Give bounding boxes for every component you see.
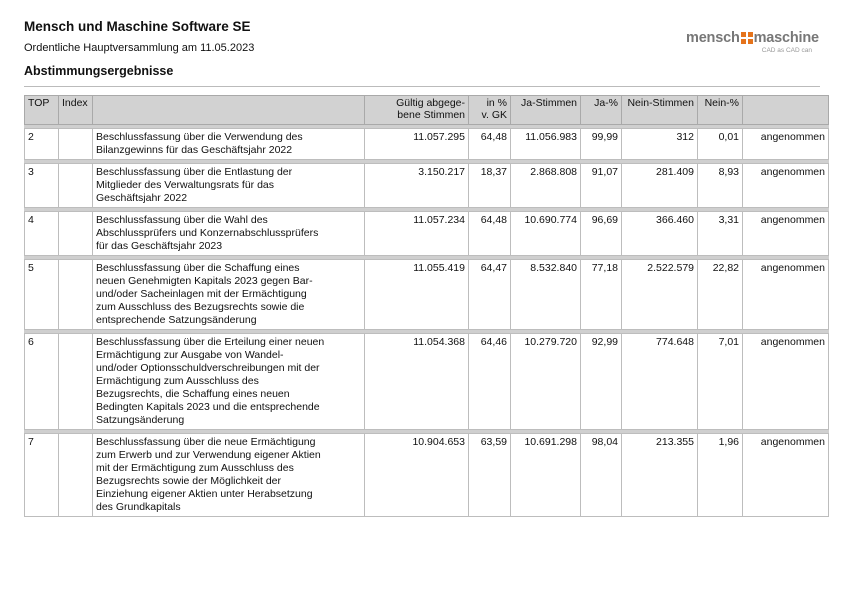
col-header-pct-line1: in % [486, 97, 507, 109]
header-divider [24, 86, 820, 87]
cell-description [93, 164, 365, 208]
cell-valid-votes: 11.055.419 [365, 260, 469, 330]
cell-no-votes: 312 [622, 129, 698, 160]
cell-description [93, 129, 365, 160]
cell-yes-votes: 2.868.808 [511, 164, 581, 208]
cell-no-percent: 22,82 [698, 260, 743, 330]
cell-index [59, 260, 93, 330]
col-header-description [93, 96, 365, 125]
col-header-valid-line1: Gültig abgege- [396, 97, 465, 109]
cell-yes-votes: 10.279.720 [511, 334, 581, 430]
description-line: Bezugsrechts, die Schaffung eines neuen [96, 388, 290, 400]
description-line: Beschlussfassung über die Verwendung des [96, 131, 303, 143]
description-line: Bezugsrechts sowie der Möglichkeit der [96, 475, 282, 487]
results-table-body [25, 125, 829, 517]
description-line: des Grundkapitals [96, 501, 181, 513]
cell-percent-capital: 63,59 [469, 434, 511, 517]
cell-no-percent: 7,01 [698, 334, 743, 430]
description-line: Beschlussfassung über die Erteilung einer neuen [96, 336, 325, 348]
cell-top: 3 [25, 164, 59, 208]
cell-percent-capital: 64,46 [469, 334, 511, 430]
company-logo [686, 30, 826, 54]
cell-no-percent: 0,01 [698, 129, 743, 160]
col-header-result [743, 96, 829, 125]
description-line: Geschäftsjahr 2022 [96, 192, 188, 204]
meeting-subtitle: Ordentliche Hauptversammlung am 11.05.2023 [24, 42, 255, 54]
cell-description [93, 334, 365, 430]
cell-top: 6 [25, 334, 59, 430]
cell-no-percent: 1,96 [698, 434, 743, 517]
description-line: Mitglieder des Verwaltungsrats für das [96, 179, 275, 191]
cell-valid-votes: 10.904.653 [365, 434, 469, 517]
col-header-pct-line2: v. GK [481, 109, 507, 121]
cell-valid-votes: 11.054.368 [365, 334, 469, 430]
description-line: Beschlussfassung über die Entlastung der [96, 166, 293, 178]
company-name: Mensch und Maschine Software SE [24, 19, 251, 34]
cell-result: angenommen [743, 260, 829, 330]
description-line: zum Ausschluss des Bezugsrechts sowie die [96, 301, 305, 313]
cell-top: 5 [25, 260, 59, 330]
cell-yes-votes: 10.690.774 [511, 212, 581, 256]
cell-percent-capital: 64,48 [469, 212, 511, 256]
col-header-yes-votes: Ja-Stimmen [511, 96, 581, 125]
description-line: und/oder Optionsschuldverschreibungen mit der [96, 362, 320, 374]
col-header-yes-percent: Ja-% [581, 96, 622, 125]
description-line: Bilanzgewinns für das Geschäftsjahr 2022 [96, 144, 293, 156]
cell-yes-percent: 99,99 [581, 129, 622, 160]
cell-valid-votes: 3.150.217 [365, 164, 469, 208]
cell-yes-percent: 96,69 [581, 212, 622, 256]
description-line: für das Geschäftsjahr 2023 [96, 240, 223, 252]
description-line: entsprechende Satzungsänderung [96, 314, 257, 326]
cell-result: angenommen [743, 334, 829, 430]
cell-valid-votes: 11.057.234 [365, 212, 469, 256]
cell-yes-votes: 8.532.840 [511, 260, 581, 330]
table-row [25, 260, 829, 330]
cell-result: angenommen [743, 212, 829, 256]
description-line: und/oder Sacheinlagen mit der Ermächtigung [96, 288, 307, 300]
table-row [25, 434, 829, 517]
description-line: Ermächtigung zur Ausgabe von Wandel- [96, 349, 284, 361]
cell-percent-capital: 18,37 [469, 164, 511, 208]
cell-result: angenommen [743, 129, 829, 160]
cell-no-votes: 281.409 [622, 164, 698, 208]
col-header-valid-line2: bene Stimmen [397, 109, 465, 121]
cell-top: 7 [25, 434, 59, 517]
col-header-percent-capital [469, 96, 511, 125]
logo-text-right: maschine [753, 30, 819, 46]
cell-yes-votes: 10.691.298 [511, 434, 581, 517]
col-header-no-votes: Nein-Stimmen [622, 96, 698, 125]
cell-result: angenommen [743, 434, 829, 517]
cell-no-votes: 366.460 [622, 212, 698, 256]
description-line: Bedingten Kapitals 2023 und die entsprechende [96, 401, 320, 413]
cell-percent-capital: 64,47 [469, 260, 511, 330]
cell-no-votes: 213.355 [622, 434, 698, 517]
cell-description [93, 260, 365, 330]
cell-no-percent: 8,93 [698, 164, 743, 208]
cell-percent-capital: 64,48 [469, 129, 511, 160]
col-header-valid-votes [365, 96, 469, 125]
cell-index [59, 334, 93, 430]
description-line: zum Erwerb und zur Verwendung eigener Aktien [96, 449, 321, 461]
logo-text-left: mensch [686, 30, 740, 46]
cell-yes-percent: 98,04 [581, 434, 622, 517]
description-line: Ermächtigung zum Ausschluss des [96, 375, 259, 387]
logo-mark-icon [741, 32, 753, 44]
results-table [24, 95, 829, 517]
cell-top: 2 [25, 129, 59, 160]
cell-yes-votes: 11.056.983 [511, 129, 581, 160]
description-line: Einziehung eigener Aktien unter Herabsetzung [96, 488, 313, 500]
col-header-no-percent: Nein-% [698, 96, 743, 125]
cell-valid-votes: 11.057.295 [365, 129, 469, 160]
table-row [25, 334, 829, 430]
cell-yes-percent: 91,07 [581, 164, 622, 208]
col-header-top: TOP [25, 96, 59, 125]
description-line: Beschlussfassung über die Wahl des [96, 214, 268, 226]
cell-index [59, 164, 93, 208]
table-row [25, 212, 829, 256]
cell-index [59, 434, 93, 517]
description-line: Abschlussprüfers und Konzernabschlussprüfers [96, 227, 319, 239]
table-row [25, 129, 829, 160]
cell-index [59, 212, 93, 256]
cell-description [93, 212, 365, 256]
description-line: neuen Genehmigten Kapitals 2023 gegen Bar- [96, 275, 313, 287]
description-line: mit der Ermächtigung zum Ausschluss des [96, 462, 294, 474]
cell-result: angenommen [743, 164, 829, 208]
cell-no-percent: 3,31 [698, 212, 743, 256]
page-title: Abstimmungsergebnisse [24, 64, 174, 78]
table-header-row [25, 96, 829, 125]
cell-no-votes: 2.522.579 [622, 260, 698, 330]
col-header-index: Index [59, 96, 93, 125]
table-row [25, 164, 829, 208]
cell-no-votes: 774.648 [622, 334, 698, 430]
cell-yes-percent: 77,18 [581, 260, 622, 330]
description-line: Beschlussfassung über die neue Ermächtigung [96, 436, 316, 448]
description-line: Satzungsänderung [96, 414, 185, 426]
description-line: Beschlussfassung über die Schaffung eines [96, 262, 300, 274]
cell-yes-percent: 92,99 [581, 334, 622, 430]
cell-top: 4 [25, 212, 59, 256]
cell-description [93, 434, 365, 517]
logo-tagline: CAD as CAD can [761, 47, 812, 54]
cell-index [59, 129, 93, 160]
